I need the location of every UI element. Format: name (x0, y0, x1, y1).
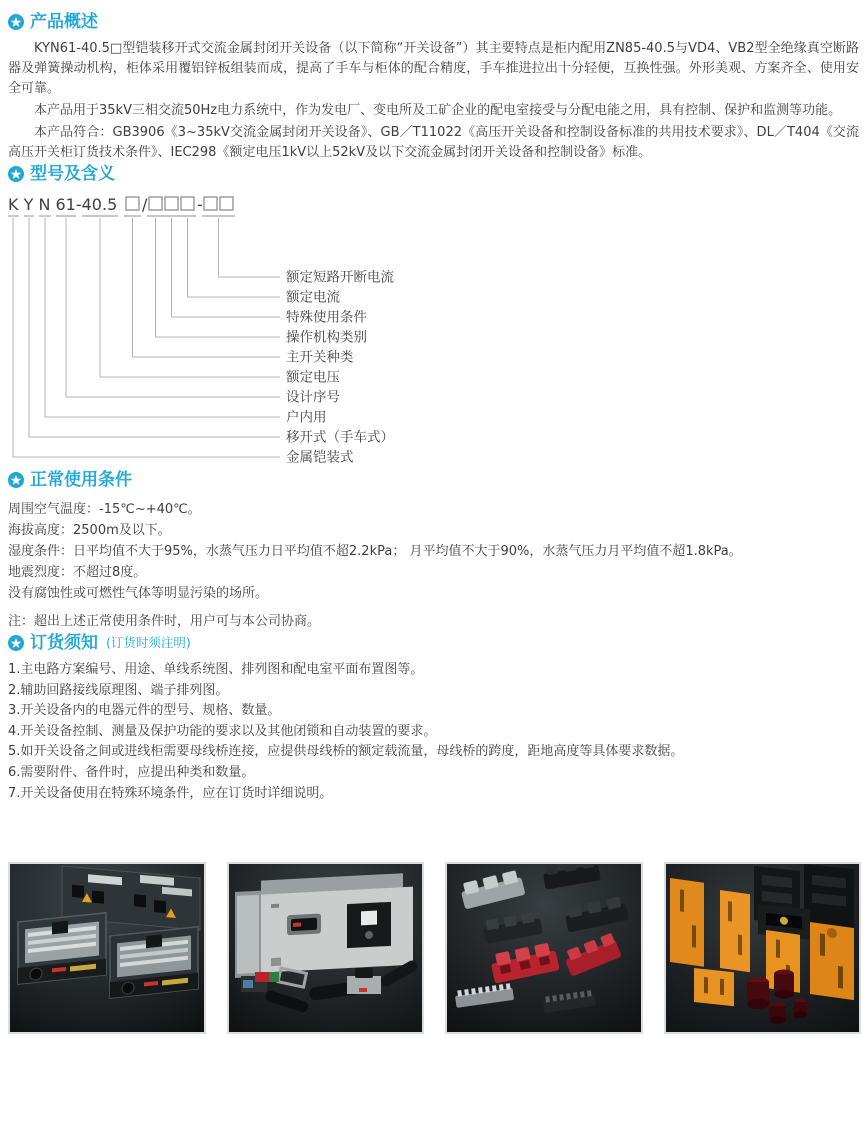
condition-line: 没有腐蚀性或可燃性气体等明显污染的场所。 (8, 586, 269, 601)
section-title: 正常使用条件 (30, 470, 132, 490)
section-ordering-heading (8, 632, 861, 654)
model-label: 额定短路开断电流 (286, 269, 394, 286)
star-icon (8, 472, 24, 488)
overview-paragraphs (8, 39, 861, 163)
model-label: 额定电流 (286, 289, 340, 306)
section-overview-heading (8, 11, 861, 33)
star-icon (8, 166, 24, 182)
product-photo-strip (8, 862, 861, 1034)
section-title: 订货须知 (30, 633, 98, 653)
overview-paragraph: 本产品符合：GB3906《3~35kV交流金属封闭开关设备》、GB／T11022《高压开关设备和控制设备标准的共用技术要求》、DL／T404《交流高压开关柜订货技术条件》、IEC298《额定电压1kV以上52kV及以下交流金属封闭开关设备和控制设备》标准。 (8, 125, 859, 160)
section-title: 产品概述 (30, 12, 98, 32)
model-label: 额定电压 (286, 369, 340, 386)
condition-line: 地震烈度：不超过8度。 (8, 565, 147, 580)
conditions-list (8, 499, 861, 632)
model-label: 操作机构类别 (286, 329, 367, 346)
ordering-item: 1.主电路方案编号、用途、单线系统图、排列图和配电室平面布置图等。 (8, 662, 424, 677)
model-code-box (126, 197, 139, 210)
star-icon (8, 14, 24, 30)
orange-insulators-photo (664, 862, 862, 1034)
model-code-dash: - (197, 195, 203, 214)
model-code-box (204, 197, 217, 210)
model-code-box (181, 197, 194, 210)
condition-line: 海拔高度：2500m及以下。 (8, 523, 171, 538)
ordering-item: 4.开关设备控制、测量及保护功能的要求以及其他闭锁和自动装置的要求。 (8, 723, 437, 739)
ordering-item: 2.辅助回路接线原理图、端子排列图。 (8, 682, 229, 698)
condition-line: 湿度条件：日平均值不大于95%，水蒸气压力日平均值不超2.2kPa； 月平均值不大于90%，水蒸气压力月平均值不超1.8kPa。 (8, 544, 742, 559)
star-icon (8, 635, 24, 651)
section-conditions-heading (8, 469, 861, 491)
ordering-item: 3.开关设备内的电器元件的型号、规格、数量。 (8, 703, 281, 719)
ordering-item: 7.开关设备使用在特殊环境条件，应在订货时详细说明。 (8, 785, 333, 801)
model-code-box (149, 197, 162, 210)
terminal-blocks-photo (445, 862, 643, 1034)
overview-paragraph: KYN61-40.5□型铠装移开式交流金属封闭开关设备（以下简称“开关设备”）其主要特点是柜内配用ZN85-40.5与VD4、VB2型全绝缘真空断路器及弹簧操动机构，柜体采用覆铝锌板组装而成，提高了手车与柜体的配合精度，手车推进拉出十分轻便，互换性强。外形美观、方案齐全、使用安全可靠。 (8, 41, 859, 96)
model-code-box (220, 197, 233, 210)
model-label: 移开式（手车式） (286, 429, 394, 446)
model-code-box (165, 197, 178, 210)
model-label: 主开关种类 (286, 349, 354, 366)
model-code-text: K Y N 61-40.5 (8, 195, 118, 214)
model-label: 金属铠装式 (286, 449, 354, 466)
model-designation-diagram (8, 191, 588, 469)
overview-paragraph: 本产品用于35kV三相交流50Hz电力系统中，作为发电厂、变电所及工矿企业的配电室接受与分配电能之用，具有控制、保护和监测等功能。 (34, 103, 842, 118)
section-model-heading (8, 163, 861, 185)
withdrawable-chassis-units-photo (8, 862, 206, 1034)
breaker-truck-chassis-photo (227, 862, 425, 1034)
model-label: 户内用 (286, 409, 327, 426)
section-subtitle: (订货时须注明) (106, 635, 191, 650)
section-title: 型号及含义 (30, 164, 115, 184)
ordering-item: 6.需要附件、备件时，应提出种类和数量。 (8, 764, 255, 780)
ordering-item: 5.如开关设备之间或进线柜需要母线桥连接，应提供母线桥的额定载流量，母线桥的跨度，距地高度等具体要求数据。 (8, 744, 684, 760)
model-label: 特殊使用条件 (286, 309, 367, 326)
conditions-note: 注：超出上述正常使用条件时，用户可与本公司协商。 (8, 614, 321, 629)
model-label: 设计序号 (286, 389, 340, 406)
ordering-items (8, 660, 861, 804)
condition-line: 周围空气温度：-15℃~+40℃。 (8, 502, 201, 517)
model-code-slash: / (142, 195, 148, 214)
